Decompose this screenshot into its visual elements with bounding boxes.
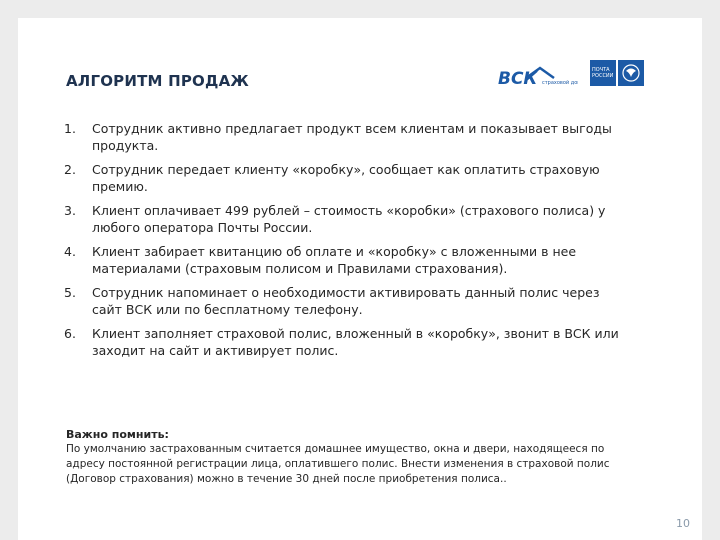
- step-text: Клиент заполняет страховой полис, вложенный в «коробку», звонит в ВСК или заходит на сайт и активирует полис.: [92, 326, 619, 358]
- step-number: 3.: [64, 203, 76, 218]
- step-text: Клиент забирает квитанцию об оплате и «коробку» с вложенными в нее материалами (страховым полисом и Правилами страхования).: [92, 244, 577, 276]
- step-text: Сотрудник напоминает о необходимости активировать данный полис через сайт ВСК или по бесплатному телефону.: [92, 285, 600, 317]
- list-item: [64, 243, 624, 277]
- sales-steps-list: [64, 120, 624, 366]
- vsk-logo: [496, 64, 578, 90]
- vsk-logo-text: ВСК: [498, 69, 538, 89]
- step-number: 5.: [64, 285, 76, 300]
- step-number: 1.: [64, 121, 76, 136]
- post-logo-text-box: [590, 60, 616, 86]
- important-note: [66, 427, 626, 487]
- step-number: 6.: [64, 326, 76, 341]
- list-item: [64, 202, 624, 236]
- note-text: По умолчанию застрахованным считается домашнее имущество, окна и двери, находящееся по адресу постоянной регистрации лица, оплатившего полис. Внести изменения в страховой полис (Договор страхования) можно в течение 30 дней после приобретения полиса..: [66, 443, 610, 485]
- russian-post-logo: [590, 60, 644, 88]
- list-item: [64, 325, 624, 359]
- post-logo-line1: ПОЧТА: [592, 67, 610, 73]
- list-item: [64, 161, 624, 195]
- step-number: 2.: [64, 162, 76, 177]
- page-title: АЛГОРИТМ ПРОДАЖ: [66, 72, 249, 90]
- eagle-emblem-icon: [618, 60, 644, 86]
- step-text: Сотрудник передает клиенту «коробку», сообщает как оплатить страховую премию.: [92, 162, 600, 194]
- post-logo-line2: РОССИИ: [592, 73, 614, 79]
- step-text: Клиент оплачивает 499 рублей – стоимость «коробки» (страхового полиса) у любого оператора Почты России.: [92, 203, 606, 235]
- list-item: [64, 120, 624, 154]
- step-number: 4.: [64, 244, 76, 259]
- step-text: Сотрудник активно предлагает продукт всем клиентам и показывает выгоды продукта.: [92, 121, 612, 153]
- note-heading: Важно помнить:: [66, 428, 169, 441]
- list-item: [64, 284, 624, 318]
- vsk-logo-subtext: страховой дом: [542, 80, 578, 86]
- page-number: 10: [676, 517, 690, 530]
